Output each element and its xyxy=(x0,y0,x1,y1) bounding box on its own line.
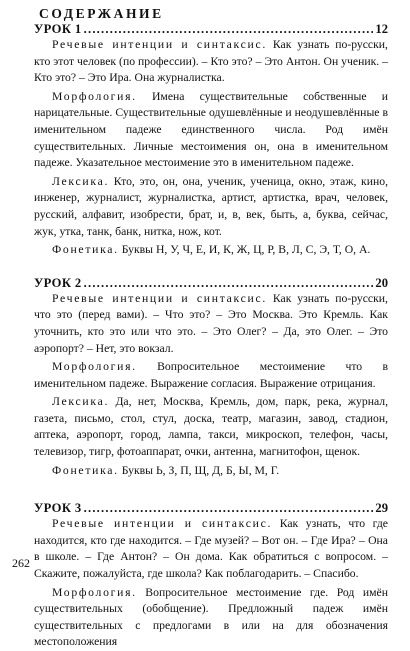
lesson-2-syntax xyxy=(34,291,388,357)
lesson-2-lexicon xyxy=(34,394,388,460)
lesson-1-morphology xyxy=(34,89,388,172)
section-label: Морфология. xyxy=(52,360,137,374)
lesson-1-phonetics xyxy=(34,242,388,259)
leader-dots xyxy=(84,500,374,516)
section-label: Лексика. xyxy=(52,395,110,409)
section-text: Имена существительные собственные и нарицательные. Существительные одушевлённые и неодушевлённые в именительном падеже единственного числа. Род имён существительных. Личные местоимения он, она в именительном падеже. Указательное местоимение это в именительном падеже. xyxy=(34,89,388,170)
section-label: Лексика. xyxy=(52,174,110,188)
section-text: Кто, это, он, она, ученик, ученица, окно, этаж, кино, инженер, журналист, журналистка, артист, артистка, врач, человек, русский, алфавит, изобрести, брат, и, в, век, быть, а, буква, сейчас, жук, утка, танк, банк, нитка, нож, кот. xyxy=(34,174,388,238)
leader-dots xyxy=(84,275,374,291)
section-label: Фонетика. xyxy=(52,463,119,477)
section-text: Буквы Ь, З, П, Щ, Д, Б, Ы, М, Г. xyxy=(118,463,280,477)
section-text: Вопросительное местоимение что в именительном падеже. Выражение согласия. Выражение отрицания. xyxy=(34,360,388,390)
lesson-2-heading xyxy=(34,275,388,291)
lesson-1-heading xyxy=(34,21,388,37)
section-label: Речевые интенции и синтаксис. xyxy=(52,291,267,305)
section-text: Вопросительное местоимение где. Род имён существительных (обобщение). Предложный падеж имён существительных с предлогами в или на для обозначения местоположения xyxy=(34,585,388,649)
section-label: Речевые интенции и синтаксис. xyxy=(52,517,273,531)
lesson-2-phonetics xyxy=(34,463,388,480)
toc-title: СОДЕРЖАНИЕ xyxy=(39,6,164,21)
lesson-page-number: 20 xyxy=(375,275,388,290)
lesson-page-number: 12 xyxy=(375,22,388,36)
lesson-1-syntax xyxy=(34,37,388,87)
lesson-1-lexicon xyxy=(34,174,388,240)
lesson-3-morphology xyxy=(34,585,388,651)
lesson-3-heading xyxy=(34,500,388,516)
lesson-title: УРОК 3 xyxy=(34,501,82,516)
section-label: Морфология. xyxy=(52,585,137,599)
section-label: Фонетика. xyxy=(52,243,119,257)
page-number: 262 xyxy=(12,556,30,570)
section-text: Как узнать, что где находится, кто где находится. – Где музей? – Вот он. – Где Ира? – Она в школе. – Где Антон? – Он дома. Как обратиться с вопросом. – Скажите, пожалуйста, где школа? Как поблагодарить. – Спасибо. xyxy=(34,517,388,581)
lesson-2-morphology xyxy=(34,359,388,392)
lesson-title: УРОК 2 xyxy=(34,275,82,290)
section-text: Как узнать по-русски, кто этот человек (по профессии). – Кто это? – Это Антон. Он ученик. – Кто это? – Это Ира. Она журналистка. xyxy=(34,38,388,85)
lesson-page-number: 29 xyxy=(375,501,388,516)
section-text: Как узнать по-русски, что это (перед вами). – Что это? – Это Москва. Это Кремль. Как уточнить, кто это или что это. – Это Олег? – Да, это Олег. – Это аэропорт? – Нет, это вокзал. xyxy=(34,291,388,355)
leader-dots xyxy=(84,21,374,37)
section-label: Речевые интенции и синтаксис. xyxy=(52,38,267,51)
section-label: Морфология. xyxy=(52,89,137,103)
lesson-3-syntax xyxy=(34,516,388,582)
section-text: Да, нет, Москва, Кремль, дом, парк, река, журнал, газета, письмо, стол, стул, доска, театр, магазин, завод, стадион, аптека, аэропорт, город, лампа, такси, микроскоп, телефон, часы, телевизор, тигр, фотоаппарат, очки, антенна, магнитофон, щенок. xyxy=(34,395,388,459)
section-text: Буквы Н, У, Ч, Е, И, К, Ж, Ц, Р, В, Л, С, Э, Т, О, А. xyxy=(118,243,371,257)
lesson-title: УРОК 1 xyxy=(34,22,82,36)
